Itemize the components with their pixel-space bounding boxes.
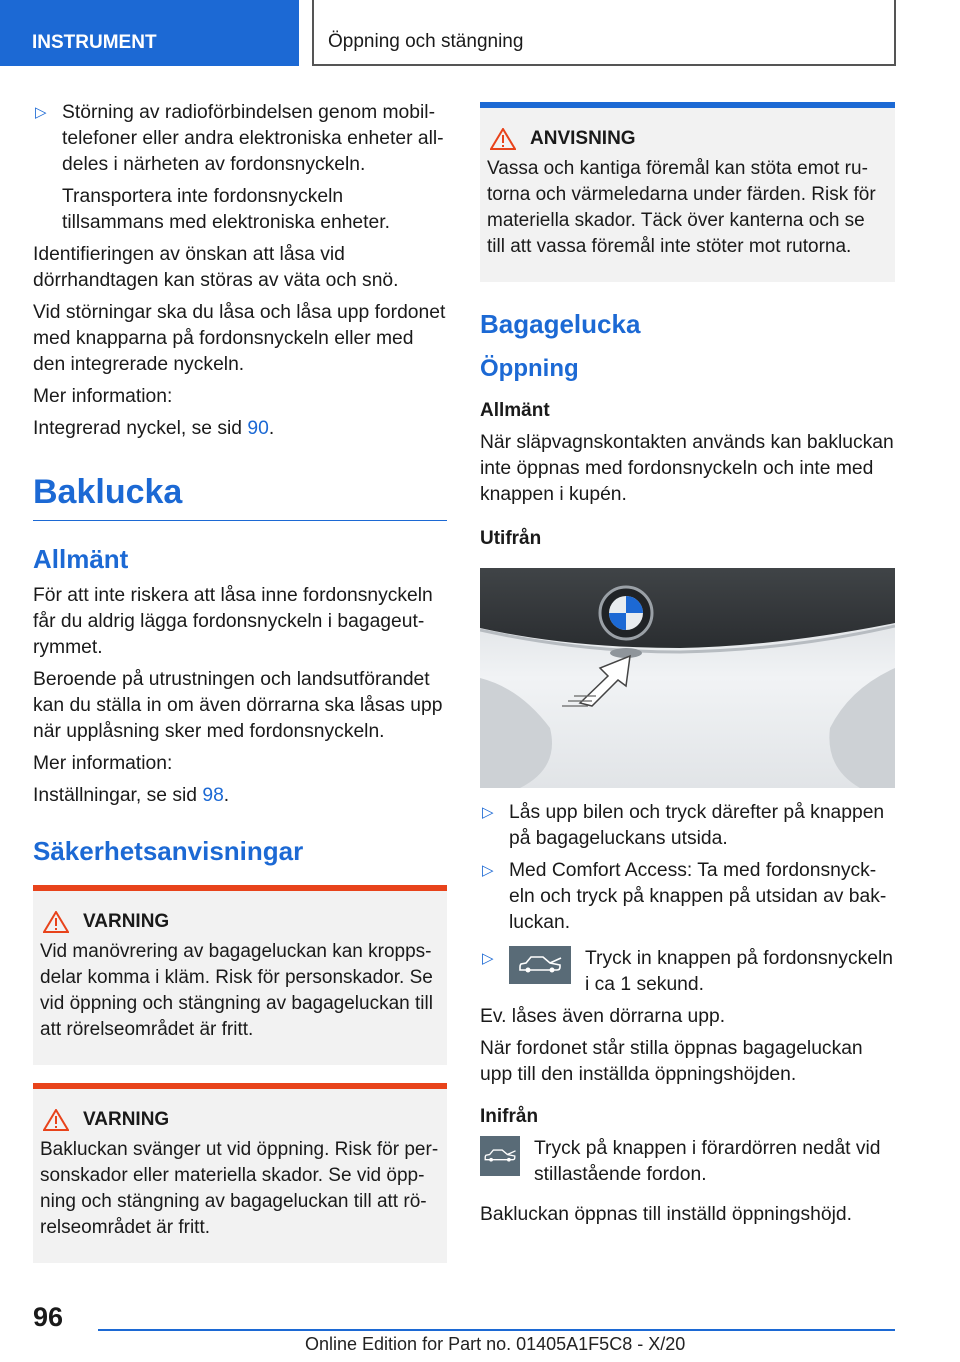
warning-title: VARNING	[83, 911, 170, 932]
heading-utifran: Utifrån	[480, 528, 542, 549]
paragraph: Ev. låses även dörrarna upp.	[480, 1006, 726, 1027]
footer-divider	[98, 1329, 895, 1331]
heading-inifran: Inifrån	[480, 1106, 539, 1127]
bullet-triangle-icon: ▷	[35, 104, 47, 121]
paragraph: När fordonet står stilla öppnas bagageluckan upp till den inställda öppningshöjden.	[480, 1038, 863, 1085]
cross-reference: Integrerad nyckel, se sid 90.	[33, 418, 275, 439]
right-column	[480, 102, 895, 1234]
paragraph: När släpvagnskontakten används kan bakluckan inte öppnas med fordonsnyckeln och inte med knappen i kupén.	[480, 432, 894, 505]
bullet-triangle-icon: ▷	[482, 950, 494, 967]
heading-allmant: Allmänt	[33, 544, 129, 574]
paragraph: Bakluckan öppnas till inställd öppningshöjd.	[480, 1204, 852, 1225]
cross-reference: Inställningar, se sid 98.	[33, 785, 230, 806]
warning-triangle-icon	[490, 128, 516, 150]
bullet-triangle-icon: ▷	[482, 804, 494, 821]
heading-safety: Säkerhetsanvisningar	[33, 836, 304, 866]
page-link[interactable]: 98	[202, 785, 224, 806]
chapter-title: Öppning och stängning	[312, 0, 896, 66]
more-info-label: Mer information:	[33, 386, 173, 407]
paragraph: Beroende på utrustningen och landsutförandet kan du ställa in om även dörrarna ska låsas upp när upplåsning sker med fordonsnyckeln.	[33, 669, 443, 742]
warning-title: VARNING	[83, 1109, 170, 1130]
footer-edition: Online Edition for Part no. 01405A1F5C8 - X/20	[305, 1334, 686, 1354]
more-info-label: Mer information:	[33, 753, 173, 774]
bullet-triangle-icon: ▷	[482, 862, 494, 879]
section-tab: INSTRUMENT	[0, 0, 299, 66]
list-item: ▷ Med Comfort Access: Ta med fordonsnyckeln och tryck på knappen på utsidan av bakluckan.	[482, 860, 887, 933]
warning-triangle-icon	[43, 1109, 69, 1131]
car-trunk-open-icon	[480, 1136, 520, 1176]
warning-box	[33, 885, 447, 1065]
note-title: ANVISNING	[530, 128, 636, 149]
heading-baklucka: Baklucka	[33, 472, 447, 521]
note-box	[480, 102, 895, 282]
car-trunk-open-icon	[509, 946, 571, 984]
paragraph: För att inte riskera att låsa inne fordonsnyckeln får du aldrig lägga fordonsnyckeln i bagageutrymmet.	[33, 585, 433, 658]
list-item: ▷ Lås upp bilen och tryck därefter på knappen på bagageluckans utsida.	[482, 802, 885, 849]
paragraph: Identifieringen av önskan att låsa vid dörrhandtagen kan störas av väta och snö.	[33, 244, 399, 291]
trunk-photo-illustration	[480, 568, 895, 788]
warning-triangle-icon	[43, 911, 69, 933]
heading-oppning: Öppning	[480, 355, 579, 382]
warning-text: Bakluckan svänger ut vid öppning. Risk för personskador eller materiella skador. Se vid öppning och stängning av bagageluckan till att rörelseområdet är fritt.	[40, 1139, 439, 1238]
trunk-button-photo	[480, 568, 895, 788]
paragraph: Vid störningar ska du låsa och låsa upp fordonet med knapparna på fordonsnyckeln eller med den integrerade nyckeln.	[33, 302, 446, 375]
icon-paragraph: Tryck på knappen i förardörren nedåt vid stillastående fordon.	[480, 1136, 895, 1188]
warning-box	[33, 1083, 447, 1263]
heading-allmant: Allmänt	[480, 400, 550, 421]
note-text: Vassa och kantiga föremål kan stöta emot rutorna och värmeledarna under färden. Risk för materiella skador. Täck över kanterna och se till att vassa föremål inte stöter mot rutorna.	[487, 158, 876, 257]
list-item-subtext: Transportera inte fordonsnyckeln tillsammans med elektroniska enheter.	[62, 186, 390, 233]
heading-bagagelucka: Bagagelucka	[480, 309, 641, 339]
list-item: ▷ Tryck in knappen på fordonsnyckeln i ca 1 sekund.	[482, 948, 893, 995]
warning-text: Vid manövrering av bagageluckan kan kroppsdelar komma i kläm. Risk för personskador. Se vid öppning och stängning av bagageluckan till att rörelseområdet är fritt.	[40, 941, 433, 1040]
page-link[interactable]: 90	[247, 418, 269, 439]
list-item: ▷ Störning av radioförbindelsen genom mobiltelefoner eller andra elektroniska enheter alldeles i närheten av fordonsnyckeln.	[35, 102, 444, 175]
page-number: 96	[33, 1302, 64, 1332]
left-column	[33, 100, 447, 1273]
